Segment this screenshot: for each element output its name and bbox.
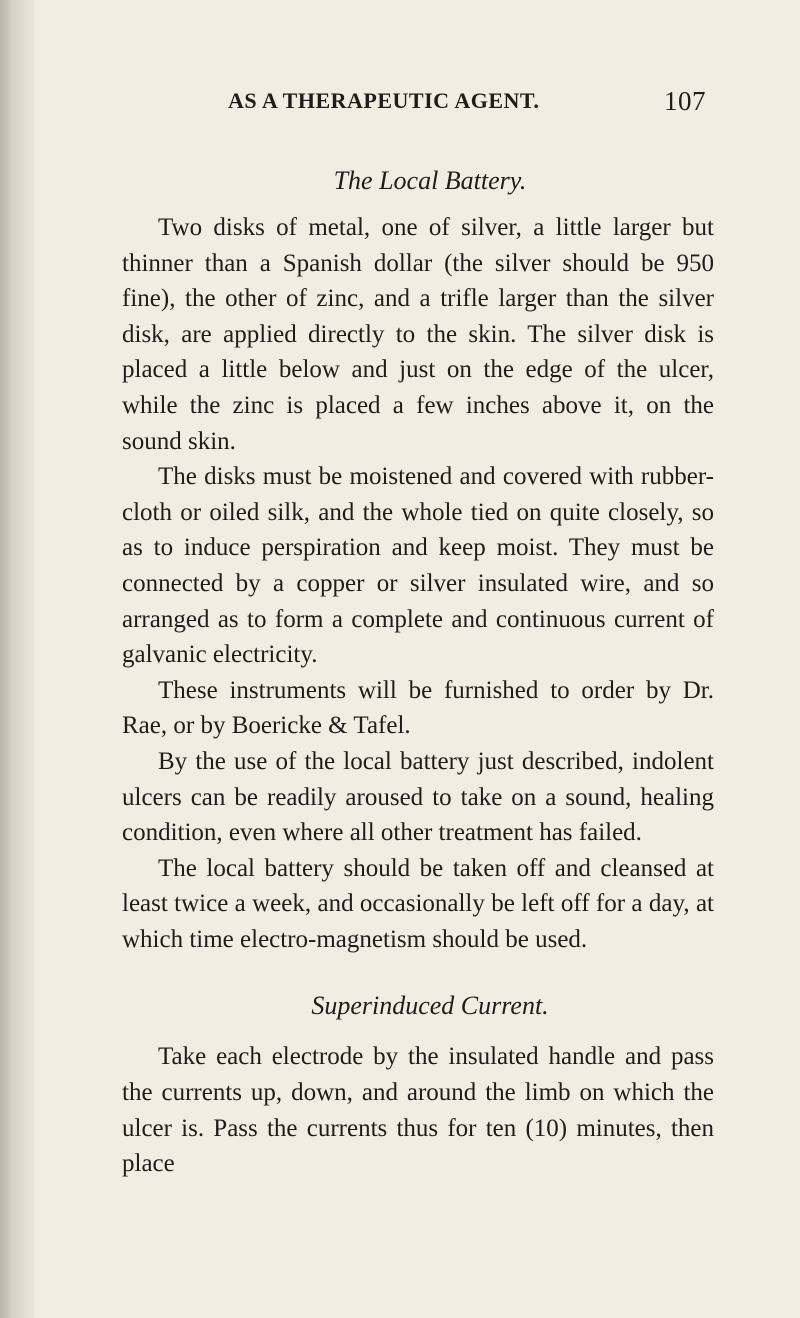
binding-gutter-shadow [0, 0, 34, 1318]
section-superinduced-current [122, 991, 714, 1181]
book-page [122, 88, 714, 1182]
paragraph: Take each electrode by the insulated handle and pass the currents up, down, and around the limb on which the ulcer is. Pass the currents thus for ten (10) minutes, then place [122, 1043, 714, 1178]
paragraph: Two disks of metal, one of silver, a little larger but thinner than a Spanish dollar (the silver should be 950 fine), the other of zinc, and a trifle larger than the silver disk, are applied directly to the skin. The silver disk is placed a little below and just on the edge of the ulcer, while the zinc is placed a few inches above it, on the sound skin. [122, 214, 714, 455]
paragraph: The local battery should be taken off and cleansed at least twice a week, and occasionally be left off for a day, at which time electro-magnetism should be used. [122, 854, 714, 953]
paragraph: By the use of the local battery just described, indolent ulcers can be readily aroused to take on a sound, healing condition, even where all other treatment has failed. [122, 747, 714, 847]
section-title: Superinduced Current. [311, 991, 549, 1021]
section-local-battery [122, 166, 714, 957]
paragraph: The disks must be moistened and covered with rubber-cloth or oiled silk, and the whole tied on quite closely, so as to induce perspiration and keep moist. They must be connected by a copper or silver insulated wire, and so arranged as to form a complete and continuous current of galvanic electricity. [122, 463, 714, 669]
section-title: The Local Battery. [333, 166, 527, 195]
paragraph: These instruments will be furnished to order by Dr. Rae, or by Boericke & Tafel. [122, 676, 714, 740]
running-title: AS A THERAPEUTIC AGENT. [228, 88, 540, 113]
page-number: 107 [664, 86, 706, 116]
running-head [122, 88, 714, 128]
